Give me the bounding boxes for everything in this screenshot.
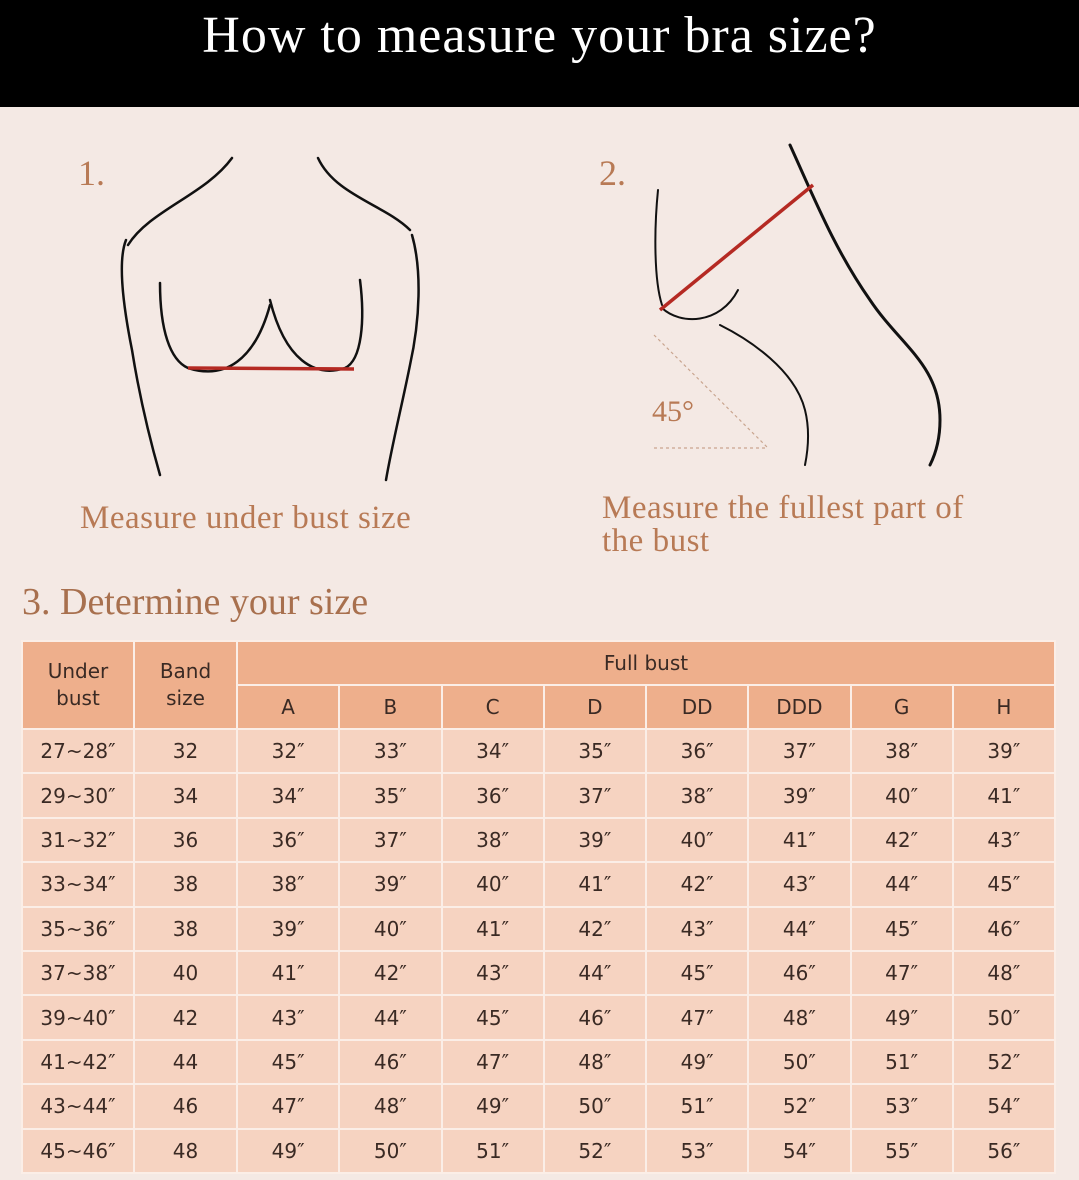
full-bust-cell: 43″ [953,818,1055,862]
full-bust-cell: 47″ [646,995,748,1039]
full-bust-cell: 43″ [442,951,544,995]
cup-header-cell: DD [646,685,748,729]
cup-header-cell: C [442,685,544,729]
band-size-cell: 38 [134,862,237,906]
cup-header-cell: H [953,685,1055,729]
under-bust-cell: 27~28″ [22,729,134,773]
full-bust-cell: 40″ [646,818,748,862]
full-bust-cell: 46″ [339,1040,441,1084]
full-bust-cell: 47″ [442,1040,544,1084]
table-row [22,773,1055,817]
page-header [0,0,1079,107]
full-bust-cell: 51″ [646,1084,748,1128]
full-bust-cell: 49″ [237,1129,339,1173]
full-bust-cell: 33″ [339,729,441,773]
full-bust-cell: 54″ [953,1084,1055,1128]
full-bust-cell: 50″ [544,1084,646,1128]
under-bust-measure-line [188,368,354,369]
cup-header-cell: B [339,685,441,729]
angle-label: 45° [652,395,694,428]
full-bust-cell: 43″ [646,907,748,951]
full-bust-cell: 49″ [646,1040,748,1084]
full-bust-cell: 41″ [237,951,339,995]
full-bust-cell: 53″ [646,1129,748,1173]
full-bust-cell: 43″ [237,995,339,1039]
full-bust-cell: 44″ [748,907,850,951]
size-chart-header [22,641,1055,729]
full-bust-cell: 51″ [442,1129,544,1173]
full-bust-cell: 49″ [442,1084,544,1128]
full-bust-cell: 46″ [544,995,646,1039]
full-bust-cell: 48″ [953,951,1055,995]
full-bust-cell: 45″ [646,951,748,995]
under-bust-cell: 41~42″ [22,1040,134,1084]
full-bust-cell: 38″ [237,862,339,906]
full-bust-cell: 44″ [851,862,953,906]
cup-header-cell: D [544,685,646,729]
full-bust-cell: 42″ [851,818,953,862]
full-bust-cell: 50″ [339,1129,441,1173]
full-bust-cell: 38″ [646,773,748,817]
full-bust-cell: 41″ [442,907,544,951]
full-bust-cell: 36″ [442,773,544,817]
full-bust-cell: 37″ [339,818,441,862]
full-bust-cell: 41″ [748,818,850,862]
full-bust-cell: 50″ [748,1040,850,1084]
band-size-header: Band size [134,641,237,729]
step-2-caption-line1: Measure the fullest part of [602,490,964,526]
full-bust-cell: 32″ [237,729,339,773]
full-bust-cell: 47″ [237,1084,339,1128]
full-bust-cell: 38″ [442,818,544,862]
band-size-cell: 38 [134,907,237,951]
full-bust-cell: 43″ [748,862,850,906]
full-bust-cell: 49″ [851,995,953,1039]
full-bust-cell: 40″ [339,907,441,951]
full-bust-cell: 56″ [953,1129,1055,1173]
table-row [22,995,1055,1039]
page-title: How to measure your bra size? [202,7,877,64]
under-bust-cell: 33~34″ [22,862,134,906]
under-bust-cell: 43~44″ [22,1084,134,1128]
cup-header-cell: G [851,685,953,729]
full-bust-cell: 34″ [237,773,339,817]
full-bust-cell: 52″ [953,1040,1055,1084]
under-bust-cell: 29~30″ [22,773,134,817]
front-torso-illustration [110,150,440,490]
band-size-cell: 34 [134,773,237,817]
full-bust-cell: 35″ [339,773,441,817]
band-size-cell: 32 [134,729,237,773]
full-bust-cell: 52″ [748,1084,850,1128]
table-row [22,951,1055,995]
full-bust-cell: 38″ [851,729,953,773]
full-bust-cell: 36″ [237,818,339,862]
full-bust-cell: 50″ [953,995,1055,1039]
full-bust-cell: 51″ [851,1040,953,1084]
full-bust-cell: 39″ [339,862,441,906]
full-bust-cell: 35″ [544,729,646,773]
full-bust-cell: 42″ [646,862,748,906]
full-bust-cell: 46″ [953,907,1055,951]
under-bust-cell: 31~32″ [22,818,134,862]
table-row [22,1084,1055,1128]
table-row [22,1129,1055,1173]
band-size-cell: 36 [134,818,237,862]
table-row [22,1040,1055,1084]
band-size-cell: 40 [134,951,237,995]
full-bust-cell: 37″ [748,729,850,773]
under-bust-cell: 39~40″ [22,995,134,1039]
band-size-cell: 42 [134,995,237,1039]
under-bust-cell: 37~38″ [22,951,134,995]
full-bust-cell: 55″ [851,1129,953,1173]
full-bust-cell: 45″ [237,1040,339,1084]
full-bust-cell: 45″ [851,907,953,951]
full-bust-cell: 45″ [953,862,1055,906]
full-bust-cell: 42″ [339,951,441,995]
full-bust-cell: 34″ [442,729,544,773]
full-bust-cell: 52″ [544,1129,646,1173]
full-bust-cell: 48″ [544,1040,646,1084]
band-size-cell: 46 [134,1084,237,1128]
size-chart-table [21,640,1056,1174]
full-bust-cell: 40″ [442,862,544,906]
full-bust-cell: 44″ [339,995,441,1039]
full-bust-cell: 40″ [851,773,953,817]
full-bust-cell: 37″ [544,773,646,817]
table-row [22,818,1055,862]
size-chart-body [22,729,1055,1173]
full-bust-cell: 39″ [953,729,1055,773]
full-bust-cell: 45″ [442,995,544,1039]
step-2-number: 2. [599,153,626,193]
step-2-caption-line2: the bust [602,523,710,559]
full-bust-cell: 48″ [339,1084,441,1128]
full-bust-header: Full bust [237,641,1055,685]
cup-header-cell: A [237,685,339,729]
under-bust-cell: 45~46″ [22,1129,134,1173]
full-bust-cell: 39″ [237,907,339,951]
full-bust-cell: 41″ [544,862,646,906]
full-bust-cell: 46″ [748,951,850,995]
full-bust-cell: 36″ [646,729,748,773]
table-row [22,729,1055,773]
step-3-title: 3. Determine your size [22,581,369,623]
under-bust-cell: 35~36″ [22,907,134,951]
under-bust-header: Under bust [22,641,134,729]
full-bust-cell: 41″ [953,773,1055,817]
full-bust-cell: 42″ [544,907,646,951]
step-1-number: 1. [78,153,105,193]
cup-header-cell: DDD [748,685,850,729]
full-bust-cell: 54″ [748,1129,850,1173]
table-row [22,907,1055,951]
full-bust-cell: 44″ [544,951,646,995]
full-bust-cell: 48″ [748,995,850,1039]
full-bust-cell: 47″ [851,951,953,995]
full-bust-cell: 39″ [544,818,646,862]
full-bust-cell: 39″ [748,773,850,817]
step-1-caption: Measure under bust size [80,500,412,536]
full-bust-cell: 53″ [851,1084,953,1128]
band-size-cell: 48 [134,1129,237,1173]
band-size-cell: 44 [134,1040,237,1084]
table-row [22,862,1055,906]
